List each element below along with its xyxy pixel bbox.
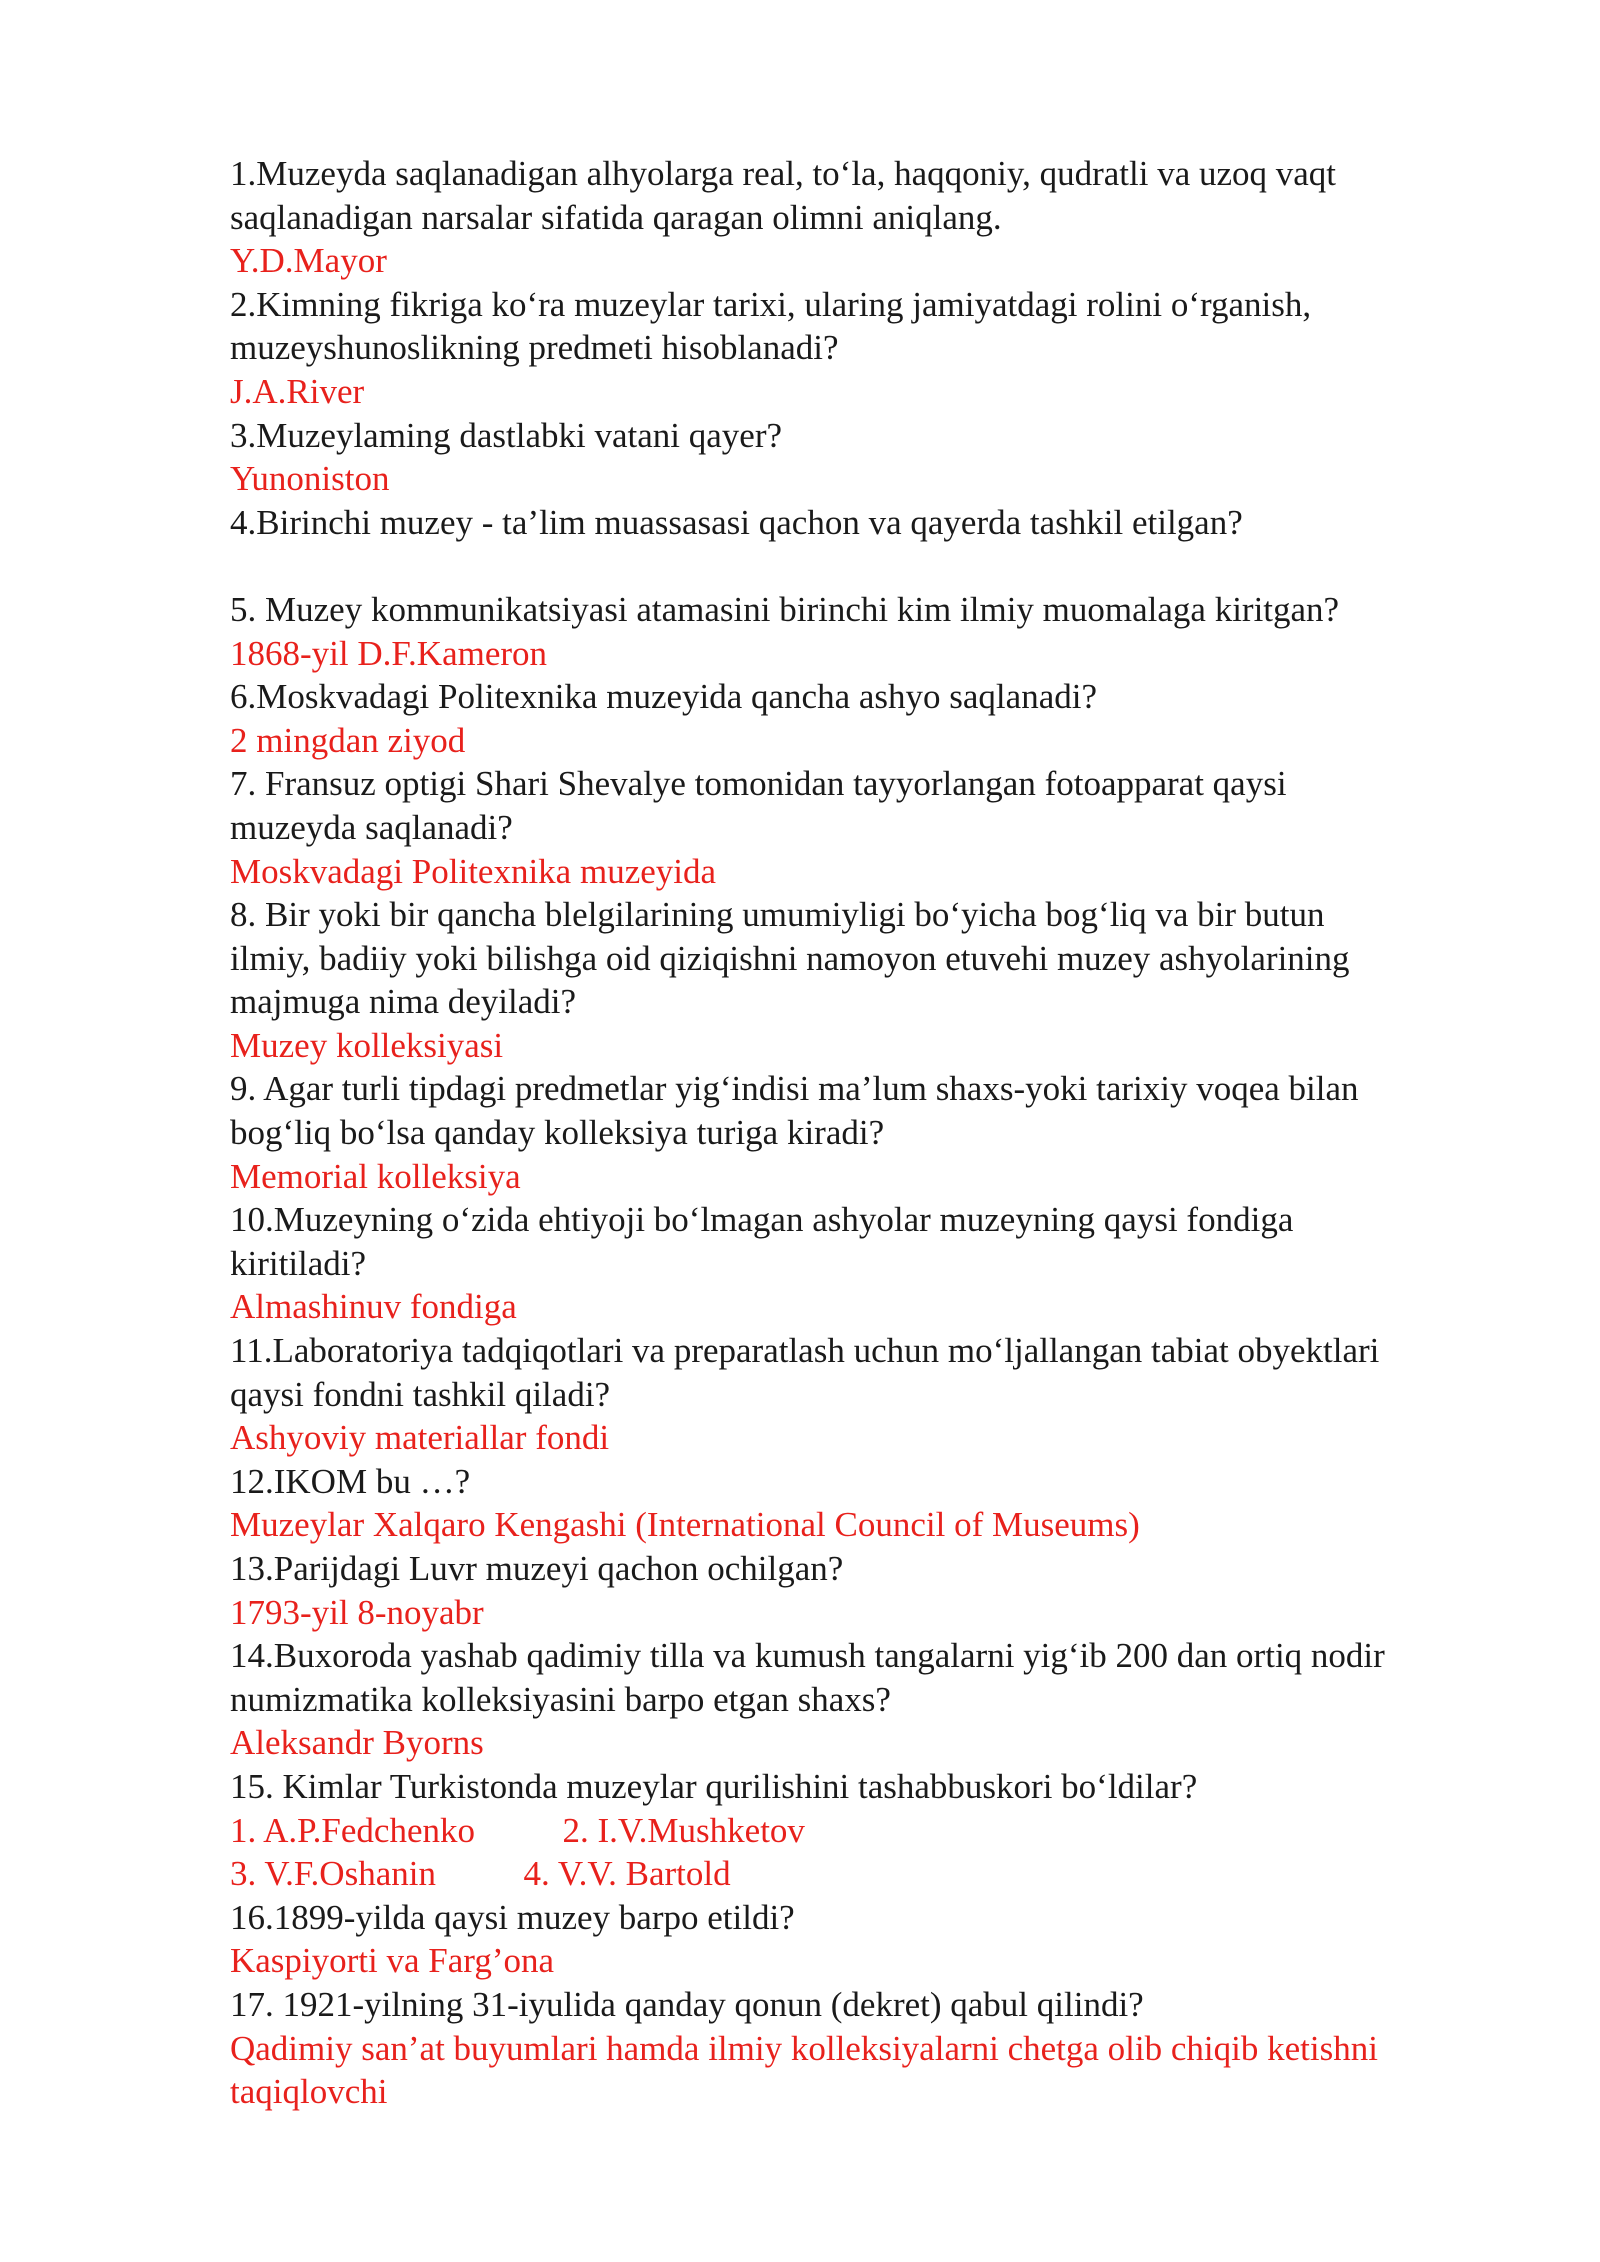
answer-line: Qadimiy san’at buyumlari hamda ilmiy kolleksiyalarni chetga olib chiqib ketishni (230, 2028, 1378, 2068)
question-line: 16.1899-yilda qaysi muzey barpo etildi? (230, 1897, 795, 1937)
qa-item (230, 893, 1530, 1067)
qa-item (230, 1067, 1530, 1198)
question-line: 5. Muzey kommunikatsiyasi atamasini birinchi kim ilmiy muomalaga kiritgan? (230, 589, 1340, 629)
question-line: 14.Buxoroda yashab qadimiy tilla va kumush tangalarni yig‘ib 200 dan ortiq nodir (230, 1636, 1385, 1676)
answer-line: Moskvadagi Politexnika muzeyida (230, 851, 717, 891)
qa-item (230, 1460, 1530, 1547)
answer-line: Muzeylar Xalqaro Kengashi (International Council of Museums) (230, 1505, 1140, 1545)
question-line: 1.Muzeyda saqlanadigan alhyolarga real, to‘la, haqqoniy, qudratli va uzoq vaqt (230, 154, 1337, 193)
answer-line: Muzey kolleksiyasi (230, 1025, 504, 1065)
qa-item (230, 1634, 1530, 1765)
question-line: 2.Kimning fikriga ko‘ra muzeylar tarixi, ularing jamiyatdagi rolini o‘rganish, (230, 284, 1312, 324)
qa-item (230, 675, 1530, 762)
question-line: kiritiladi? (230, 1243, 367, 1283)
answer-line: Ashyoviy materiallar fondi (230, 1418, 610, 1458)
qa-item (230, 1765, 1530, 1896)
answer-line: 3. V.F.Oshanin 4. V.V. Bartold (230, 1854, 731, 1894)
question-line: 13.Parijdagi Luvr muzeyi qachon ochilgan? (230, 1549, 844, 1588)
answer-line: 1868-yil D.F.Kameron (230, 633, 548, 673)
answer-line: Almashinuv fondiga (230, 1287, 517, 1327)
question-line: muzeyda saqlanadi? (230, 807, 513, 847)
answer-line: Kaspiyorti va Farg’ona (230, 1941, 555, 1981)
quiz-document (230, 152, 1530, 2114)
qa-item (230, 1198, 1530, 1329)
question-line: 17. 1921-yilning 31-iyulida qanday qonun (dekret) qabul qilindi? (230, 1984, 1144, 2024)
answer-line: Yunoniston (230, 459, 390, 499)
answer-line: Memorial kolleksiya (230, 1156, 521, 1196)
question-line: muzeyshunoslikning predmeti hisoblanadi? (230, 328, 839, 368)
answer-line: 1. A.P.Fedchenko 2. I.V.Mushketov (230, 1810, 805, 1850)
answer-line: taqiqlovchi (230, 2072, 388, 2112)
answer-line: J.A.River (230, 371, 365, 411)
qa-item (230, 414, 1530, 501)
qa-item (230, 588, 1530, 675)
qa-item (230, 283, 1530, 414)
question-line: 11.Laboratoriya tadqiqotlari va preparatlash uchun mo‘ljallangan tabiat obyektlari (230, 1331, 1380, 1371)
question-line: ilmiy, badiiy yoki bilishga oid qiziqishni namoyon etuvehi muzey ashyolarining (230, 938, 1350, 978)
answer-line: 1793-yil 8-noyabr (230, 1592, 484, 1632)
question-line: 7. Fransuz optigi Shari Shevalye tomonidan tayyorlangan fotoapparat qaysi (230, 764, 1287, 804)
question-line: 6.Moskvadagi Politexnika muzeyida qancha ashyo saqlanadi? (230, 677, 1097, 717)
answer-line: Aleksandr Byorns (230, 1723, 484, 1763)
question-line: 12.IKOM bu …? (230, 1461, 471, 1501)
question-line: 15. Kimlar Turkistonda muzeylar qurilishini tashabbuskori bo‘ldilar? (230, 1766, 1198, 1806)
question-line: 3.Muzeylaming dastlabki vatani qayer? (230, 415, 783, 455)
question-line: 4.Birinchi muzey - ta’lim muassasasi qachon va qayerda tashkil etilgan? (230, 502, 1243, 542)
question-line: saqlanadigan narsalar sifatida qaragan olimni aniqlang. (230, 197, 1002, 237)
qa-item (230, 762, 1530, 893)
question-line: 10.Muzeyning o‘zida ehtiyoji bo‘lmagan ashyolar muzeyning qaysi fondiga (230, 1200, 1294, 1240)
qa-item (230, 1983, 1530, 2114)
blank-line (230, 544, 1530, 588)
answer-line: Y.D.Mayor (230, 241, 387, 281)
qa-item (230, 1329, 1530, 1460)
question-line: numizmatika kolleksiyasini barpo etgan shaxs? (230, 1679, 891, 1719)
question-line: qaysi fondni tashkil qiladi? (230, 1374, 611, 1414)
answer-line: 2 mingdan ziyod (230, 720, 466, 760)
question-line: 9. Agar turli tipdagi predmetlar yig‘indisi ma’lum shaxs-yoki tarixiy voqea bilan (230, 1069, 1359, 1109)
qa-item (230, 1547, 1530, 1634)
qa-item (230, 1896, 1530, 1983)
question-line: bog‘liq bo‘lsa qanday kolleksiya turiga kiradi? (230, 1113, 885, 1153)
qa-item (230, 152, 1530, 283)
question-line: 8. Bir yoki bir qancha blelgilarining umumiyligi bo‘yicha bog‘liq va bir butun (230, 895, 1325, 935)
qa-item (230, 501, 1530, 588)
question-line: majmuga nima deyiladi? (230, 982, 577, 1022)
